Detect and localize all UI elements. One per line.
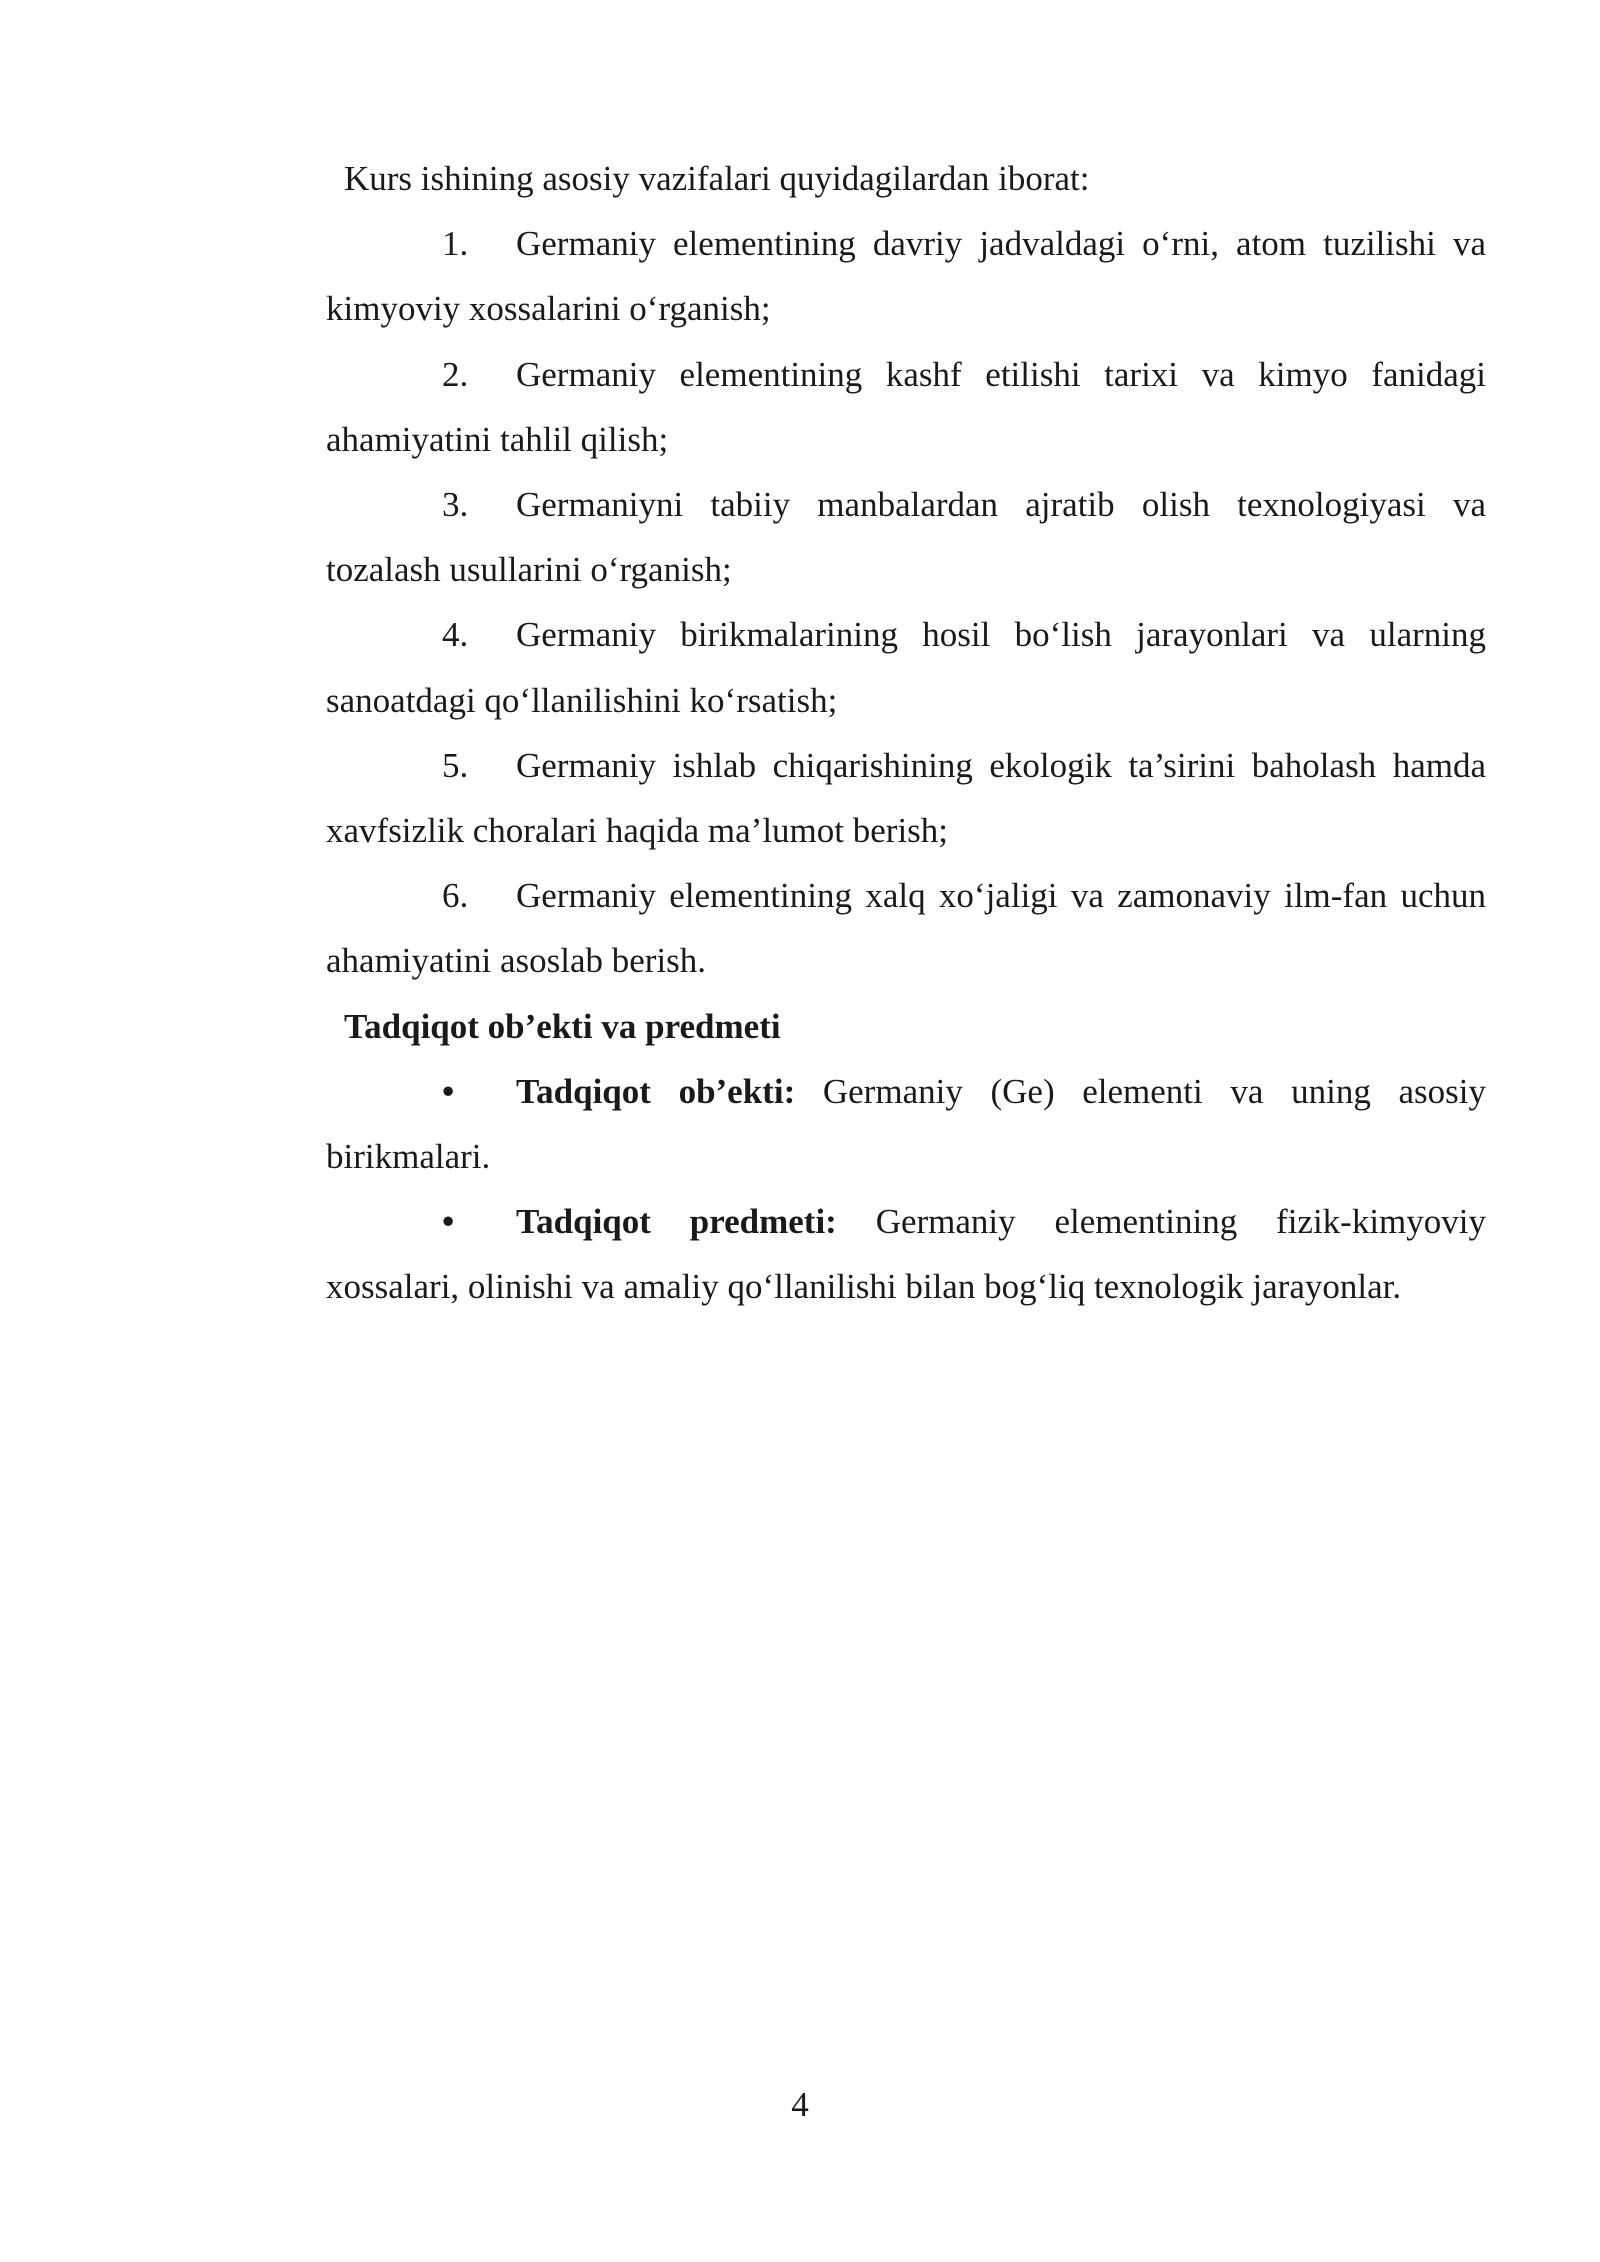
task-text: Germaniy birikmalarining hosil bo‘lish jarayonlari va ularning sanoatdagi qo‘llanilishini ko‘rsatish;: [326, 615, 1486, 720]
task-item-1: [326, 211, 1486, 341]
bullet-icon: •: [442, 1202, 455, 1242]
bullet-item-subject: [326, 1189, 1486, 1319]
task-number: 5.: [442, 745, 469, 785]
section-heading: Tadqiqot ob’ekti va predmeti: [344, 1006, 781, 1046]
task-item-3: [326, 472, 1486, 602]
bullet-label: Tadqiqot ob’ekti:: [516, 1071, 796, 1111]
bullet-icon: •: [442, 1071, 455, 1111]
task-item-6: [326, 863, 1486, 993]
task-number: 3.: [442, 485, 469, 525]
bullet-text: Germaniy elementining fizik-kimyoviy xossalari, olinishi va amaliy qo‘llanilishi bilan bog‘liq texnologik jarayonlar.: [326, 1202, 1487, 1307]
task-item-2: [326, 342, 1486, 472]
task-text: Germaniy elementining kashf etilishi tarixi va kimyo fanidagi ahamiyatini tahlil qilish;: [326, 354, 1486, 459]
task-text: Germaniyni tabiiy manbalardan ajratib olish texnologiyasi va tozalash usullarini o‘rganish;: [326, 485, 1486, 590]
bullet-label: Tadqiqot predmeti:: [516, 1202, 837, 1242]
task-number: 6.: [442, 876, 469, 916]
task-text: Germaniy elementining davriy jadvaldagi o‘rni, atom tuzilishi va kimyoviy xossalarini o‘rganish;: [326, 224, 1486, 329]
task-number: 4.: [442, 615, 469, 655]
task-number: 1.: [442, 224, 469, 264]
bullet-text: Germaniy (Ge) elementi va uning asosiy birikmalari.: [326, 1071, 1486, 1177]
task-number: 2.: [442, 354, 469, 394]
page-body: [326, 146, 1486, 1320]
task-text: Germaniy ishlab chiqarishining ekologik ta’sirini baholash hamda xavfsizlik choralari haqida ma’lumot berish;: [326, 745, 1486, 851]
task-item-5: [326, 733, 1486, 863]
intro-paragraph: Kurs ishining asosiy vazifalari quyidagilardan iborat:: [344, 159, 1090, 198]
task-text: Germaniy elementining xalq xo‘jaligi va zamonaviy ilm-fan uchun ahamiyatini asoslab berish.: [326, 876, 1486, 981]
bullet-item-object: [326, 1059, 1486, 1189]
task-item-4: [326, 602, 1486, 732]
page-number: 4: [791, 2085, 809, 2124]
